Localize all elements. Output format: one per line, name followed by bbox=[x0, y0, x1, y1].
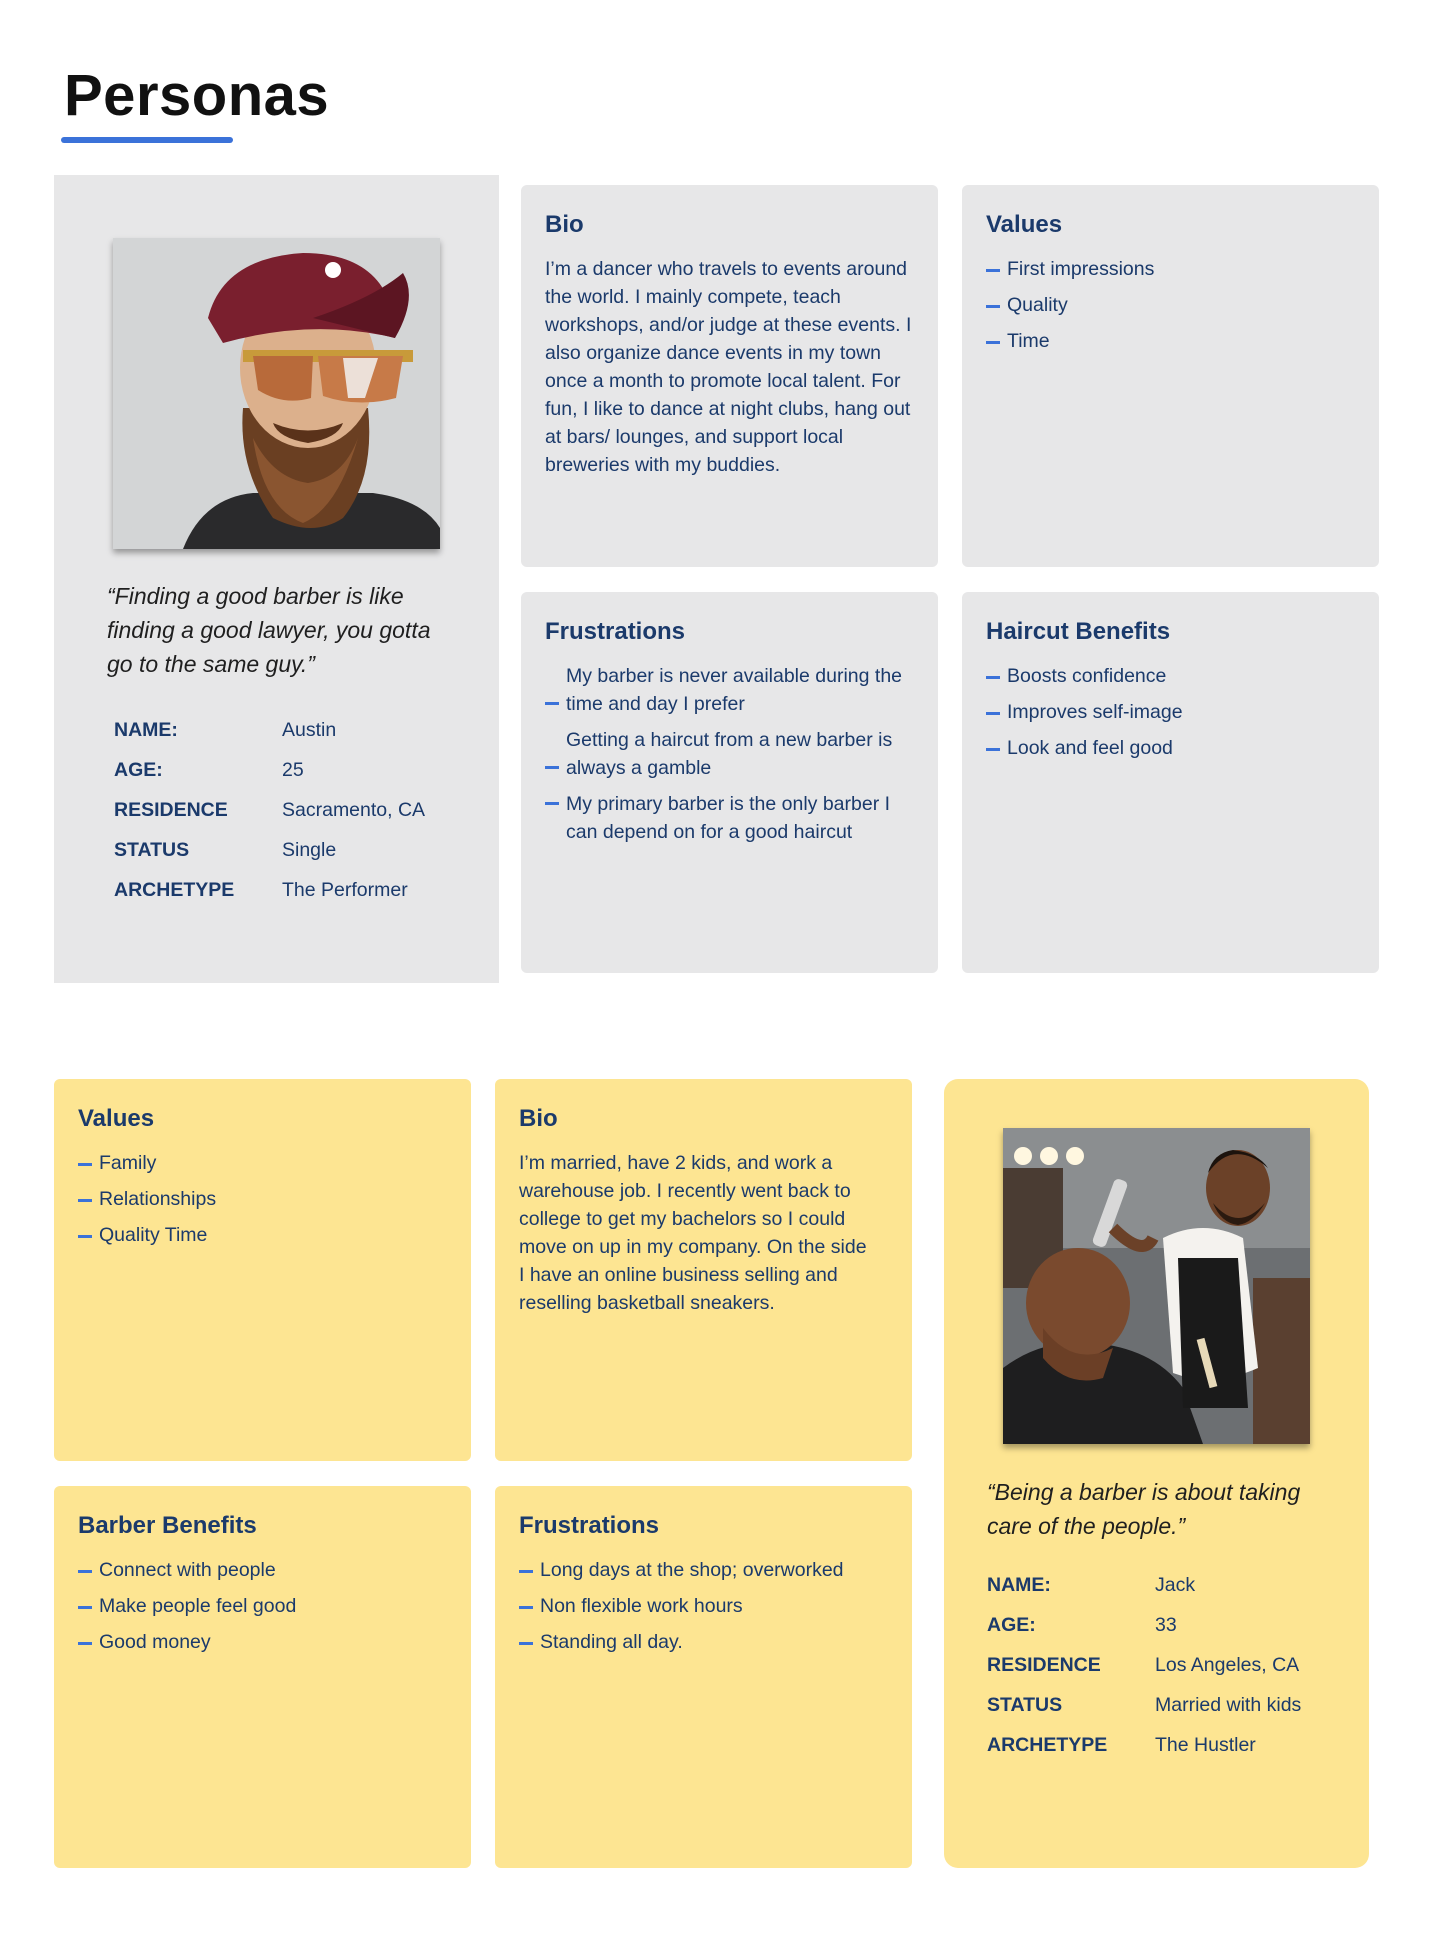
fact-value: 33 bbox=[1155, 1613, 1177, 1636]
dash-icon bbox=[78, 1570, 92, 1573]
values-list bbox=[986, 255, 1355, 355]
persona1-bio-card bbox=[521, 185, 938, 567]
persona1-photo bbox=[113, 238, 440, 549]
dash-icon bbox=[78, 1642, 92, 1645]
fact-value: Sacramento, CA bbox=[282, 798, 426, 821]
bio-text: I’m a dancer who travels to events around the world. I mainly compete, teach workshops, and/or judge at these events. I also organize dance events in my town once a month to promote local talent. For fun, I like to dance at night clubs, hang out at bars/ lounges, and support local breweries with my buddies. bbox=[545, 258, 912, 476]
list-item: Look and feel good bbox=[986, 734, 1355, 762]
fact-row bbox=[114, 750, 494, 790]
persona1-profile-panel bbox=[54, 175, 499, 983]
fact-row bbox=[114, 830, 494, 870]
bio-heading: Bio bbox=[545, 211, 584, 238]
dash-icon bbox=[986, 305, 1000, 308]
bio-heading: Bio bbox=[519, 1105, 558, 1132]
list-item: Non flexible work hours bbox=[519, 1592, 888, 1620]
fact-row bbox=[114, 710, 494, 750]
fact-key: RESIDENCE bbox=[987, 1653, 1101, 1676]
persona1-benefits-card bbox=[962, 592, 1379, 973]
dash-icon bbox=[519, 1606, 533, 1609]
fact-value: 25 bbox=[282, 758, 304, 781]
benefits-heading: Barber Benefits bbox=[78, 1512, 257, 1539]
persona1-facts bbox=[114, 710, 494, 910]
list-item: My primary barber is the only barber I can depend on for a good haircut bbox=[545, 790, 914, 846]
dash-icon bbox=[986, 748, 1000, 751]
persona2-values-card bbox=[54, 1079, 471, 1461]
list-item: First impressions bbox=[986, 255, 1355, 283]
fact-row bbox=[987, 1685, 1367, 1725]
dash-icon bbox=[986, 341, 1000, 344]
persona1-frustrations-card bbox=[521, 592, 938, 973]
fact-key: ARCHETYPE bbox=[987, 1733, 1108, 1756]
fact-row bbox=[987, 1645, 1367, 1685]
fact-value: Married with kids bbox=[1155, 1693, 1302, 1716]
fact-key: STATUS bbox=[987, 1693, 1063, 1716]
persona1-quote: “Finding a good barber is like finding a good lawyer, you gotta go to the same guy.” bbox=[107, 583, 431, 677]
dash-icon bbox=[986, 269, 1000, 272]
list-item: Good money bbox=[78, 1628, 447, 1656]
values-heading: Values bbox=[78, 1105, 155, 1132]
list-item: Quality Time bbox=[78, 1221, 447, 1249]
fact-key: ARCHETYPE bbox=[114, 878, 235, 901]
persona2-photo bbox=[1003, 1128, 1310, 1444]
list-item: Make people feel good bbox=[78, 1592, 447, 1620]
dash-icon bbox=[545, 766, 559, 769]
list-item: Quality bbox=[986, 291, 1355, 319]
fact-row bbox=[987, 1565, 1367, 1605]
benefits-list bbox=[78, 1556, 447, 1656]
values-list bbox=[78, 1149, 447, 1249]
title-underline bbox=[61, 137, 233, 143]
list-item: Relationships bbox=[78, 1185, 447, 1213]
list-item: Time bbox=[986, 327, 1355, 355]
fact-row bbox=[114, 870, 494, 910]
list-item: Family bbox=[78, 1149, 447, 1177]
dash-icon bbox=[78, 1199, 92, 1202]
frustrations-list bbox=[519, 1556, 888, 1656]
list-item: Standing all day. bbox=[519, 1628, 888, 1656]
benefits-list bbox=[986, 662, 1355, 762]
persona2-facts bbox=[987, 1565, 1367, 1765]
dash-icon bbox=[78, 1606, 92, 1609]
fact-key: RESIDENCE bbox=[114, 798, 228, 821]
fact-key: NAME: bbox=[114, 718, 178, 741]
dash-icon bbox=[986, 712, 1000, 715]
list-item: My barber is never available during the time and day I prefer bbox=[545, 662, 914, 718]
fact-key: AGE: bbox=[114, 758, 163, 781]
dash-icon bbox=[545, 702, 559, 705]
fact-value: Jack bbox=[1155, 1573, 1196, 1596]
persona2-bio-card bbox=[495, 1079, 912, 1461]
dash-icon bbox=[519, 1570, 533, 1573]
dash-icon bbox=[78, 1235, 92, 1238]
persona2-benefits-card bbox=[54, 1486, 471, 1868]
dash-icon bbox=[986, 676, 1000, 679]
fact-row bbox=[987, 1605, 1367, 1645]
fact-key: AGE: bbox=[987, 1613, 1036, 1636]
fact-row bbox=[114, 790, 494, 830]
fact-row bbox=[987, 1725, 1367, 1765]
dash-icon bbox=[545, 802, 559, 805]
fact-key: STATUS bbox=[114, 838, 190, 861]
fact-value: Austin bbox=[282, 718, 337, 741]
fact-value: The Performer bbox=[282, 878, 408, 901]
values-heading: Values bbox=[986, 211, 1063, 238]
list-item: Getting a haircut from a new barber is always a gamble bbox=[545, 726, 914, 782]
fact-value: Los Angeles, CA bbox=[1155, 1653, 1300, 1676]
dash-icon bbox=[519, 1642, 533, 1645]
fact-value: Single bbox=[282, 838, 337, 861]
fact-key: NAME: bbox=[987, 1573, 1051, 1596]
dash-icon bbox=[78, 1163, 92, 1166]
frustrations-list bbox=[545, 662, 914, 846]
persona1-values-card bbox=[962, 185, 1379, 567]
list-item: Boosts confidence bbox=[986, 662, 1355, 690]
persona2-profile-panel bbox=[944, 1079, 1369, 1868]
fact-value: The Hustler bbox=[1155, 1733, 1256, 1756]
persona2-quote: “Being a barber is about taking care of the people.” bbox=[987, 1479, 1301, 1539]
list-item: Connect with people bbox=[78, 1556, 447, 1584]
frustrations-heading: Frustrations bbox=[519, 1512, 660, 1539]
list-item: Long days at the shop; overworked bbox=[519, 1556, 888, 1584]
list-item: Improves self-image bbox=[986, 698, 1355, 726]
persona2-frustrations-card bbox=[495, 1486, 912, 1868]
benefits-heading: Haircut Benefits bbox=[986, 618, 1171, 645]
bio-text: I’m married, have 2 kids, and work a warehouse job. I recently went back to college to get my bachelors so I could move on up in my company. On the side I have an online business selling and reselling basketball sneakers. bbox=[519, 1152, 867, 1314]
frustrations-heading: Frustrations bbox=[545, 618, 686, 645]
page-title: Personas bbox=[64, 63, 330, 128]
